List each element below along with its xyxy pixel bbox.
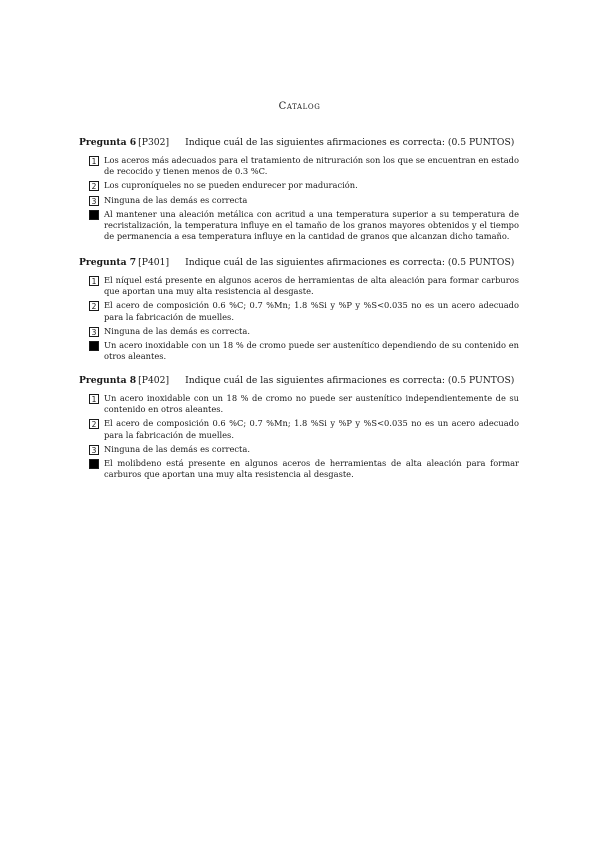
option-checkbox[interactable]: 3 xyxy=(89,196,99,206)
option-2[interactable] xyxy=(89,180,519,191)
option-text: Los cuproníqueles no se pueden endurecer por maduración. xyxy=(104,180,358,191)
question-number: Pregunta 8 xyxy=(79,375,137,386)
option-checkbox[interactable]: 2 xyxy=(89,301,99,311)
option-checkbox[interactable]: 3 xyxy=(89,445,99,455)
options-list xyxy=(89,393,519,480)
option-1[interactable] xyxy=(89,155,519,177)
option-checkbox[interactable]: 1 xyxy=(89,156,99,166)
option-text: Ninguna de las demás es correcta. xyxy=(104,443,250,454)
question-prompt: Indique cuál de las siguientes afirmaciones es correcta: (0.5 PUNTOS) xyxy=(185,257,515,268)
question-header xyxy=(79,257,519,269)
option-checkbox-filled[interactable] xyxy=(89,210,99,220)
option-4-selected[interactable] xyxy=(89,458,519,480)
option-checkbox[interactable]: 1 xyxy=(89,276,99,286)
question-6 xyxy=(79,137,519,245)
question-prompt: Indique cuál de las siguientes afirmaciones es correcta: (0.5 PUNTOS) xyxy=(185,375,515,386)
option-text: Los aceros más adecuados para el tratamiento de nitruración son los que se encuentran en estado de recocido y tienen menos de 0.3 %C. xyxy=(104,155,519,177)
option-2[interactable] xyxy=(89,418,519,440)
question-code: [P302] xyxy=(138,137,170,148)
option-2[interactable] xyxy=(89,300,519,322)
option-1[interactable] xyxy=(89,393,519,415)
options-list xyxy=(89,155,519,242)
option-3[interactable] xyxy=(89,195,519,206)
question-code: [P402] xyxy=(138,375,170,386)
option-checkbox[interactable]: 2 xyxy=(89,181,99,191)
question-header xyxy=(79,375,519,387)
question-prompt: Indique cuál de las siguientes afirmaciones es correcta: (0.5 PUNTOS) xyxy=(185,137,515,148)
option-3[interactable] xyxy=(89,444,519,455)
option-text: El acero de composición 0.6 %C; 0.7 %Mn; 1.8 %Si y %P y %S<0.035 no es un acero adecuado para la fabricación de muelles. xyxy=(104,418,519,440)
option-1[interactable] xyxy=(89,275,519,297)
option-checkbox[interactable]: 1 xyxy=(89,394,99,404)
question-8 xyxy=(79,375,519,483)
options-list xyxy=(89,275,519,362)
option-text: El níquel está presente en algunos aceros de herramientas de alta aleación para formar carburos que aportan una muy alta resistencia al desgaste. xyxy=(104,275,519,297)
option-checkbox-filled[interactable] xyxy=(89,341,99,351)
option-4-selected[interactable] xyxy=(89,209,519,243)
question-number: Pregunta 6 xyxy=(79,137,137,148)
question-number: Pregunta 7 xyxy=(79,257,137,268)
question-code: [P401] xyxy=(138,257,170,268)
option-text: El acero de composición 0.6 %C; 0.7 %Mn; 1.8 %Si y %P y %S<0.035 no es un acero adecuado para la fabricación de muelles. xyxy=(104,300,519,322)
option-text: Ninguna de las demás es correcta xyxy=(104,194,248,205)
page-header: Catalog xyxy=(278,101,321,112)
option-3[interactable] xyxy=(89,326,519,337)
question-7 xyxy=(79,257,519,365)
option-text: Un acero inoxidable con un 18 % de cromo no puede ser austenítico independientemente de su contenido en otros aleantes. xyxy=(104,393,519,415)
option-text: El molibdeno está presente en algunos aceros de herramientas de alta aleación para formar carburos que aportan una muy alta resistencia al desgaste. xyxy=(104,458,519,480)
option-text: Ninguna de las demás es correcta. xyxy=(104,325,250,336)
option-4-selected[interactable] xyxy=(89,340,519,362)
question-header xyxy=(79,137,519,149)
option-checkbox[interactable]: 3 xyxy=(89,327,99,337)
option-text: Al mantener una aleación metálica con acritud a una temperatura superior a su temperatura de recristalización, la temperatura influye en el tamaño de los granos mayores obtenidos y el tiempo de permanencia a esa temperatura influye en la cantidad de granos que alcanzan dicho tamaño. xyxy=(104,208,519,242)
option-checkbox-filled[interactable] xyxy=(89,459,99,469)
option-text: Un acero inoxidable con un 18 % de cromo puede ser austenítico dependiendo de su contenido en otros aleantes. xyxy=(104,340,519,362)
option-checkbox[interactable]: 2 xyxy=(89,419,99,429)
